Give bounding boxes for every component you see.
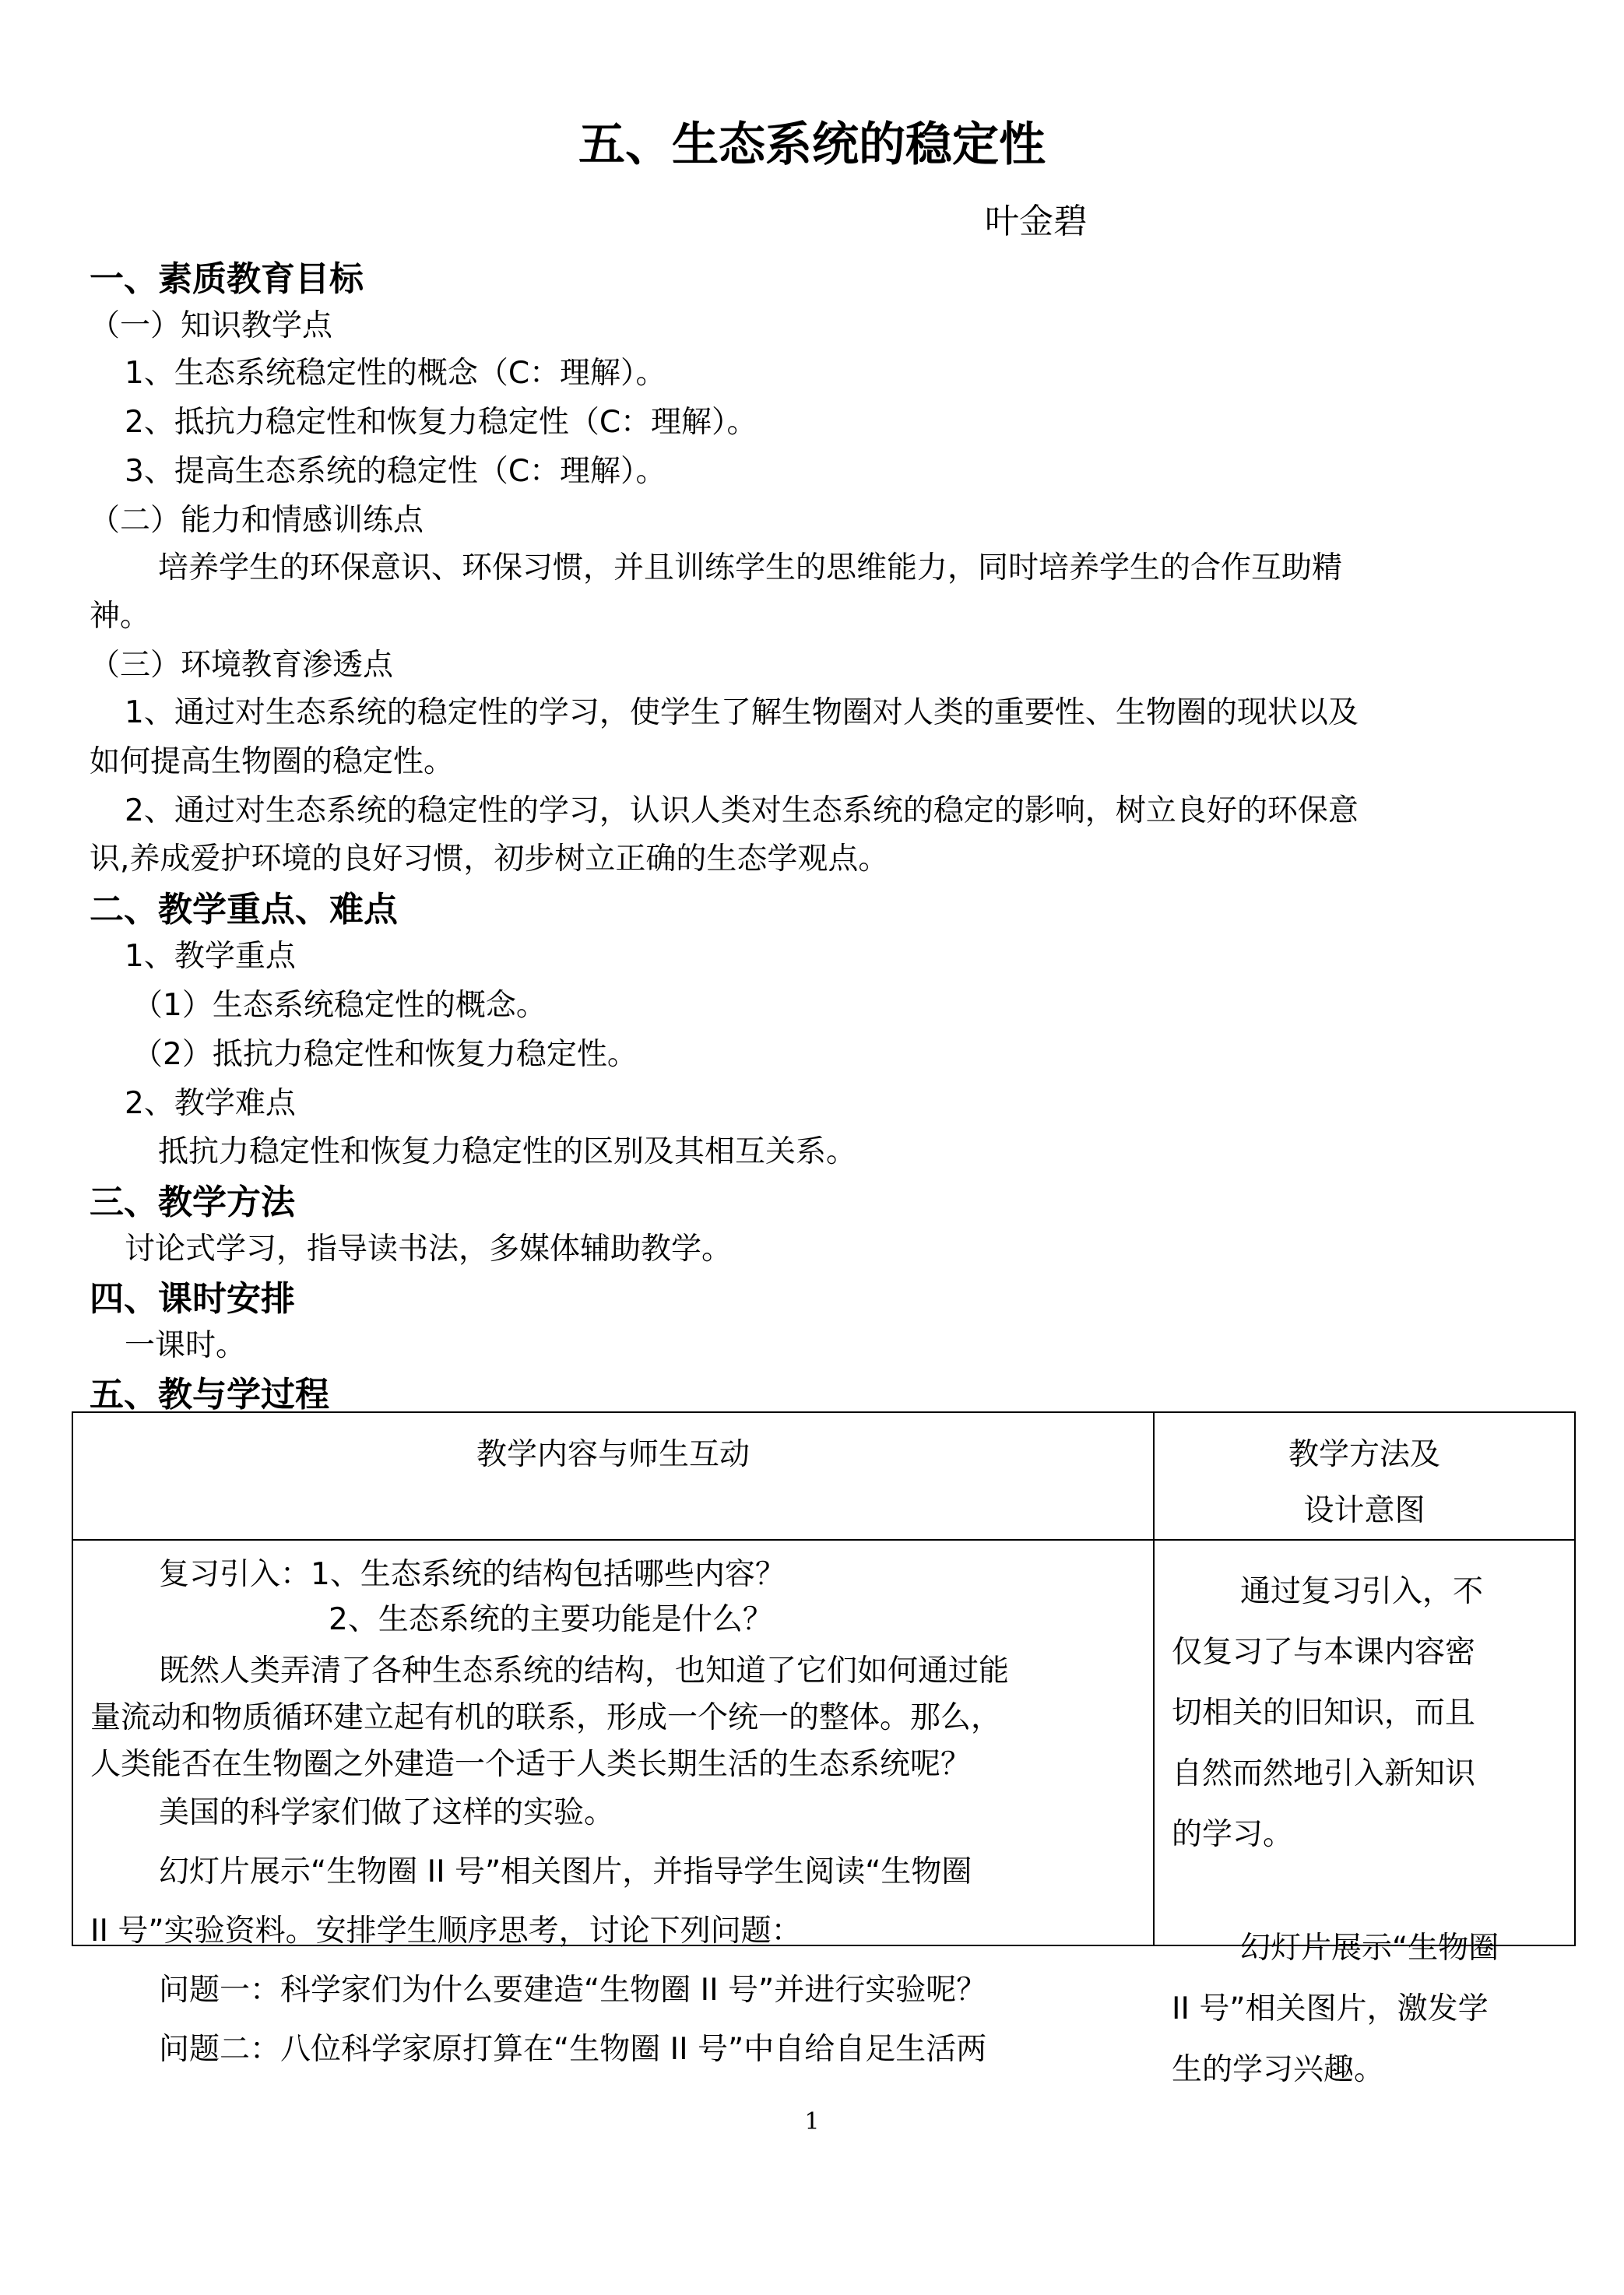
paragraph-line: 识,养成爱护环境的良好习惯，初步树立正确的生态学观点。 [90,842,889,877]
table-text-line: 通过复习引入，不 [1240,1574,1484,1609]
paragraph-line: 一课时。 [125,1328,247,1363]
table-text-line: 复习引入：1、生态系统的结构包括哪些内容？ [159,1557,786,1592]
teaching-process-table [72,1411,1576,2087]
table-header-method: 教学方法及 设计意图 [1154,1412,1575,1540]
page-title: 五、生态系统的稳定性 [578,118,1046,172]
section-2-heading: 二、教学重点、难点 [90,890,398,930]
table-text-line: 美国的科学家们做了这样的实验。 [159,1795,615,1830]
table-text-line: II 号”实验资料。安排学生顺序思考，讨论下列问题： [90,1914,802,1949]
table-cell-method [1154,1540,1575,2087]
list-item: 3、提高生态系统的稳定性（C：理解）。 [125,454,666,489]
table-text-line: 幻灯片展示“生物圈 II 号”相关图片，并指导学生阅读“生物圈 [159,1854,972,1889]
section-3-heading: 三、教学方法 [90,1183,295,1222]
table-text-line: 生的学习兴趣。 [1172,2052,1385,2087]
list-item: （2）抵抗力稳定性和恢复力稳定性。 [132,1037,638,1072]
list-item: 2、抵抗力稳定性和恢复力稳定性（C：理解）。 [125,405,758,440]
difficult-points-label: 2、教学难点 [125,1086,296,1121]
table-text-line: II 号”相关图片，激发学 [1172,1991,1489,2026]
table-text-line: 问题一：科学家们为什么要建造“生物圈 II 号”并进行实验呢？ [159,1973,987,2008]
subsection-knowledge: （一）知识教学点 [90,308,333,343]
table-text-line: 的学习。 [1172,1817,1294,1852]
table-text-line: 既然人类弄清了各种生态系统的结构，也知道了它们如何通过能 [159,1654,1010,1689]
subsection-environment: （三）环境教育渗透点 [90,648,394,683]
paragraph-line: 抵抗力稳定性和恢复力稳定性的区别及其相互关系。 [158,1134,857,1169]
key-points-label: 1、教学重点 [125,939,296,974]
paragraph-line: 神。 [90,599,151,634]
table-text-line: 切相关的旧知识，而且 [1172,1696,1476,1731]
list-item: 1、生态系统稳定性的概念（C：理解）。 [125,356,666,391]
paragraph-line: 1、通过对生态系统的稳定性的学习，使学生了解生物圈对人类的重要性、生物圈的现状以及 [125,695,1359,730]
table-cell-content [72,1540,1154,2067]
list-item: （1）生态系统稳定性的概念。 [132,988,547,1023]
section-4-heading: 四、课时安排 [90,1279,295,1319]
table-text-line: 2、生态系统的主要功能是什么？ [329,1602,773,1637]
paragraph-line: 2、通过对生态系统的稳定性的学习，认识人类对生态系统的稳定的影响，树立良好的环保意 [125,793,1359,828]
paragraph-line: 培养学生的环保意识、环保习惯，并且训练学生的思维能力，同时培养学生的合作互助精 [158,550,1343,585]
table-text-line: 幻灯片展示“生物圈 [1240,1931,1499,1966]
paragraph-line: 如何提高生物圈的稳定性。 [90,744,455,779]
section-1-heading: 一、素质教育目标 [90,259,364,299]
author: 叶金碧 [985,202,1088,241]
paragraph-line: 讨论式学习，指导读书法，多媒体辅助教学。 [125,1232,733,1267]
page-number: 1 [804,2108,820,2135]
table-text-line: 仅复习了与本课内容密 [1172,1635,1476,1670]
table-header-content: 教学内容与师生互动 [72,1412,1154,1540]
section-5-heading: 五、教与学过程 [90,1375,329,1415]
table-text-line: 量流动和物质循环建立起有机的联系，形成一个统一的整体。那么， [90,1700,1002,1735]
subsection-ability: （二）能力和情感训练点 [90,503,424,538]
table-text-line: 问题二：八位科学家原打算在“生物圈 II 号”中自给自足生活两 [159,2032,987,2067]
table-text-line: 人类能否在生物圈之外建造一个适于人类长期生活的生态系统呢？ [90,1747,972,1782]
table-text-line: 自然而然地引入新知识 [1172,1756,1476,1791]
